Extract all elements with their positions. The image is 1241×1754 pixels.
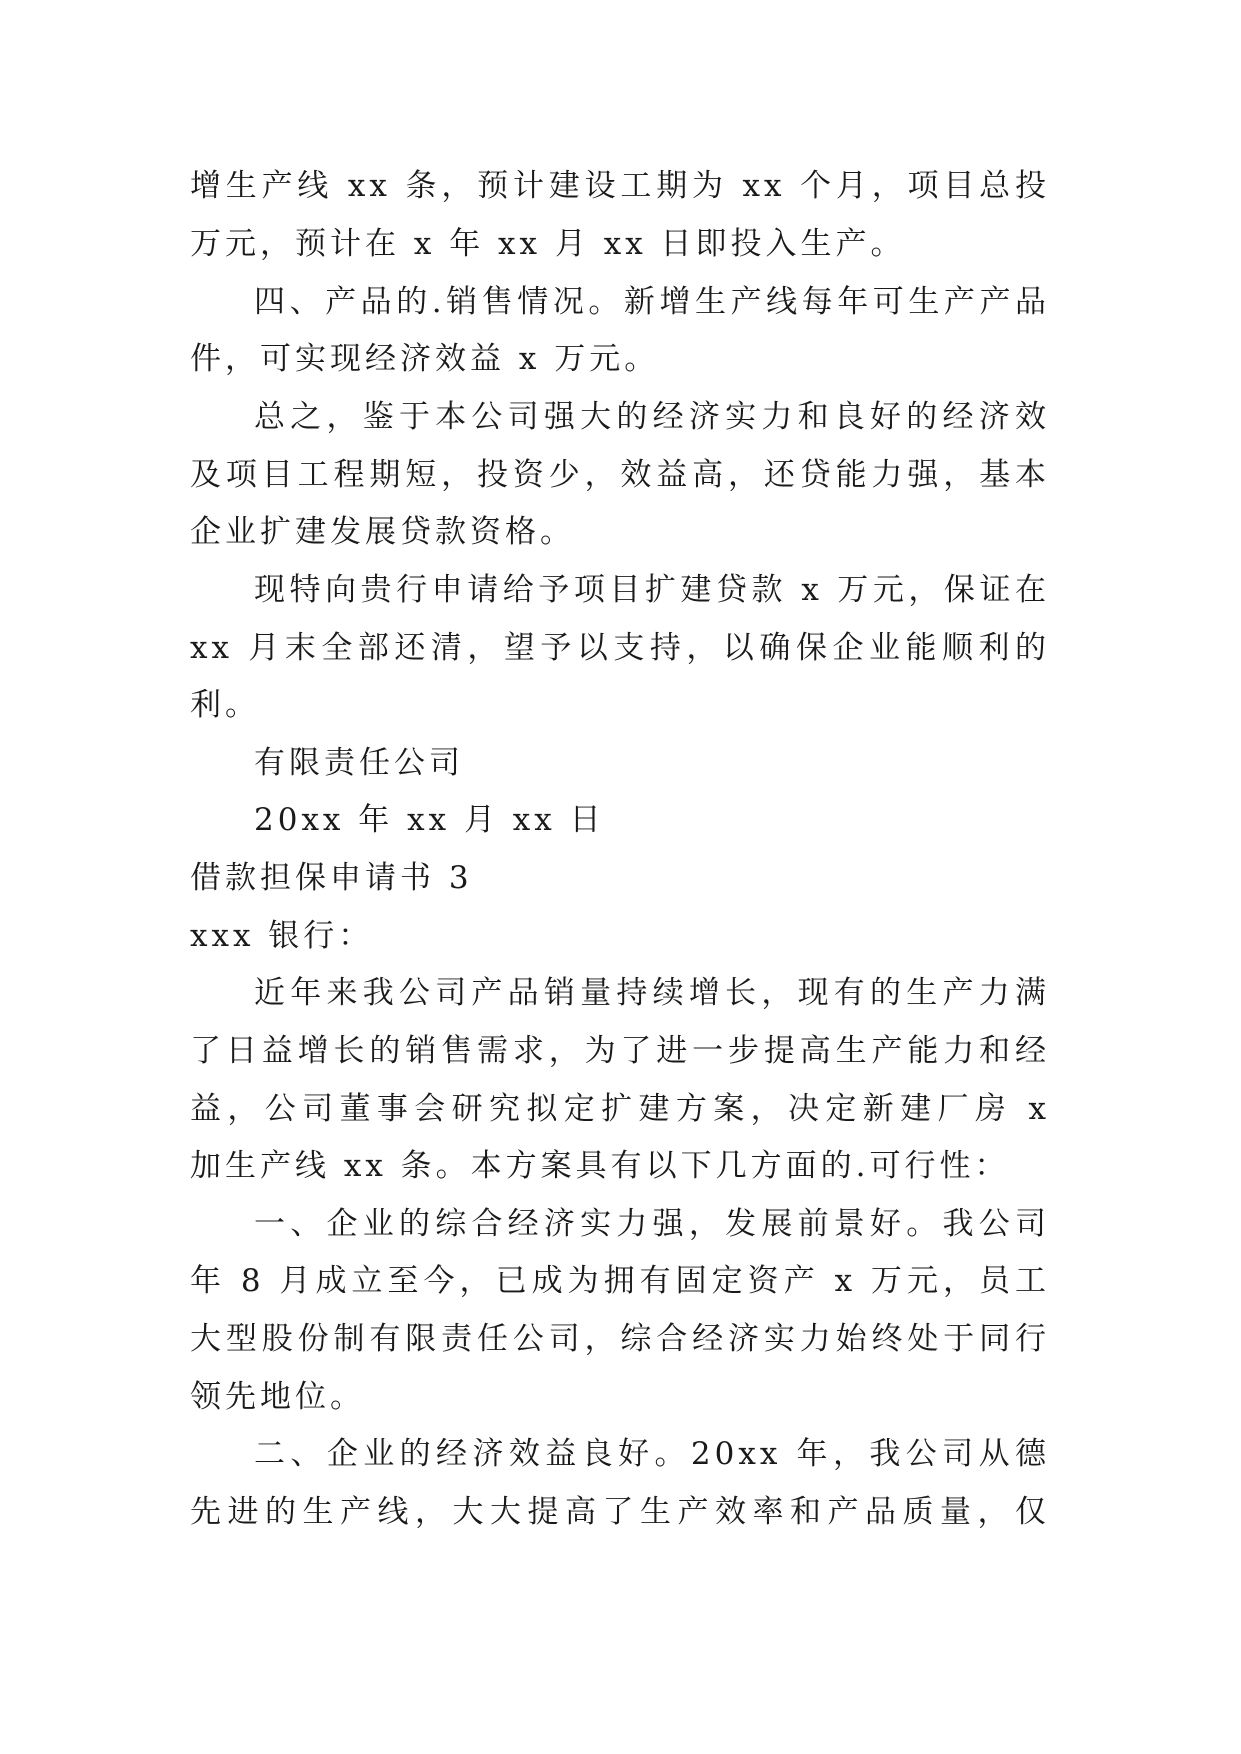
body-line: 年 8 月成立至今，已成为拥有固定资产 x 万元，员工 (190, 1263, 1050, 1299)
body-line: 了日益增长的销售需求，为了进一步提高生产能力和经 (190, 1033, 1050, 1069)
body-line: 先进的生产线，大大提高了生产效率和产品质量，仅 (190, 1494, 1050, 1530)
body-line: 领先地位。 (190, 1379, 365, 1415)
body-line: 及项目工程期短，投资少，效益高，还贷能力强，基本 (190, 457, 1050, 493)
body-line: 企业扩建发展贷款资格。 (190, 514, 575, 550)
section-title: 借款担保申请书 3 (190, 860, 473, 896)
paragraph-line: 二、企业的经济效益良好。20xx 年，我公司从德 (254, 1436, 1050, 1472)
body-line: 大型股份制有限责任公司，综合经济实力始终处于同行 (190, 1321, 1050, 1357)
paragraph-line: 现特向贵行申请给予项目扩建贷款 x 万元，保证在 (254, 572, 1050, 608)
paragraph-line: 一、企业的综合经济实力强，发展前景好。我公司 (254, 1206, 1050, 1242)
salutation: xxx 银行： (190, 918, 374, 954)
body-line: 利。 (190, 687, 260, 723)
body-line: xx 月末全部还清，望予以支持，以确保企业能顺利的 (190, 630, 1050, 666)
signature-company: 有限责任公司 (254, 745, 464, 781)
paragraph-line: 近年来我公司产品销量持续增长，现有的生产力满 (254, 975, 1050, 1011)
signature-date: 20xx 年 xx 月 xx 日 (254, 802, 605, 838)
body-line: 件，可实现经济效益 x 万元。 (190, 341, 660, 377)
body-line: 增生产线 xx 条，预计建设工期为 xx 个月，项目总投 (190, 168, 1050, 204)
body-line: 加生产线 xx 条。本方案具有以下几方面的.可行性： (190, 1148, 1010, 1184)
paragraph-line: 总之，鉴于本公司强大的经济实力和良好的经济效 (254, 399, 1050, 435)
paragraph-line: 四、产品的.销售情况。新增生产线每年可生产产品 (254, 284, 1050, 320)
body-line: 益，公司董事会研究拟定扩建方案，决定新建厂房 x (190, 1091, 1050, 1127)
body-line: 万元，预计在 x 年 xx 月 xx 日即投入生产。 (190, 226, 906, 262)
